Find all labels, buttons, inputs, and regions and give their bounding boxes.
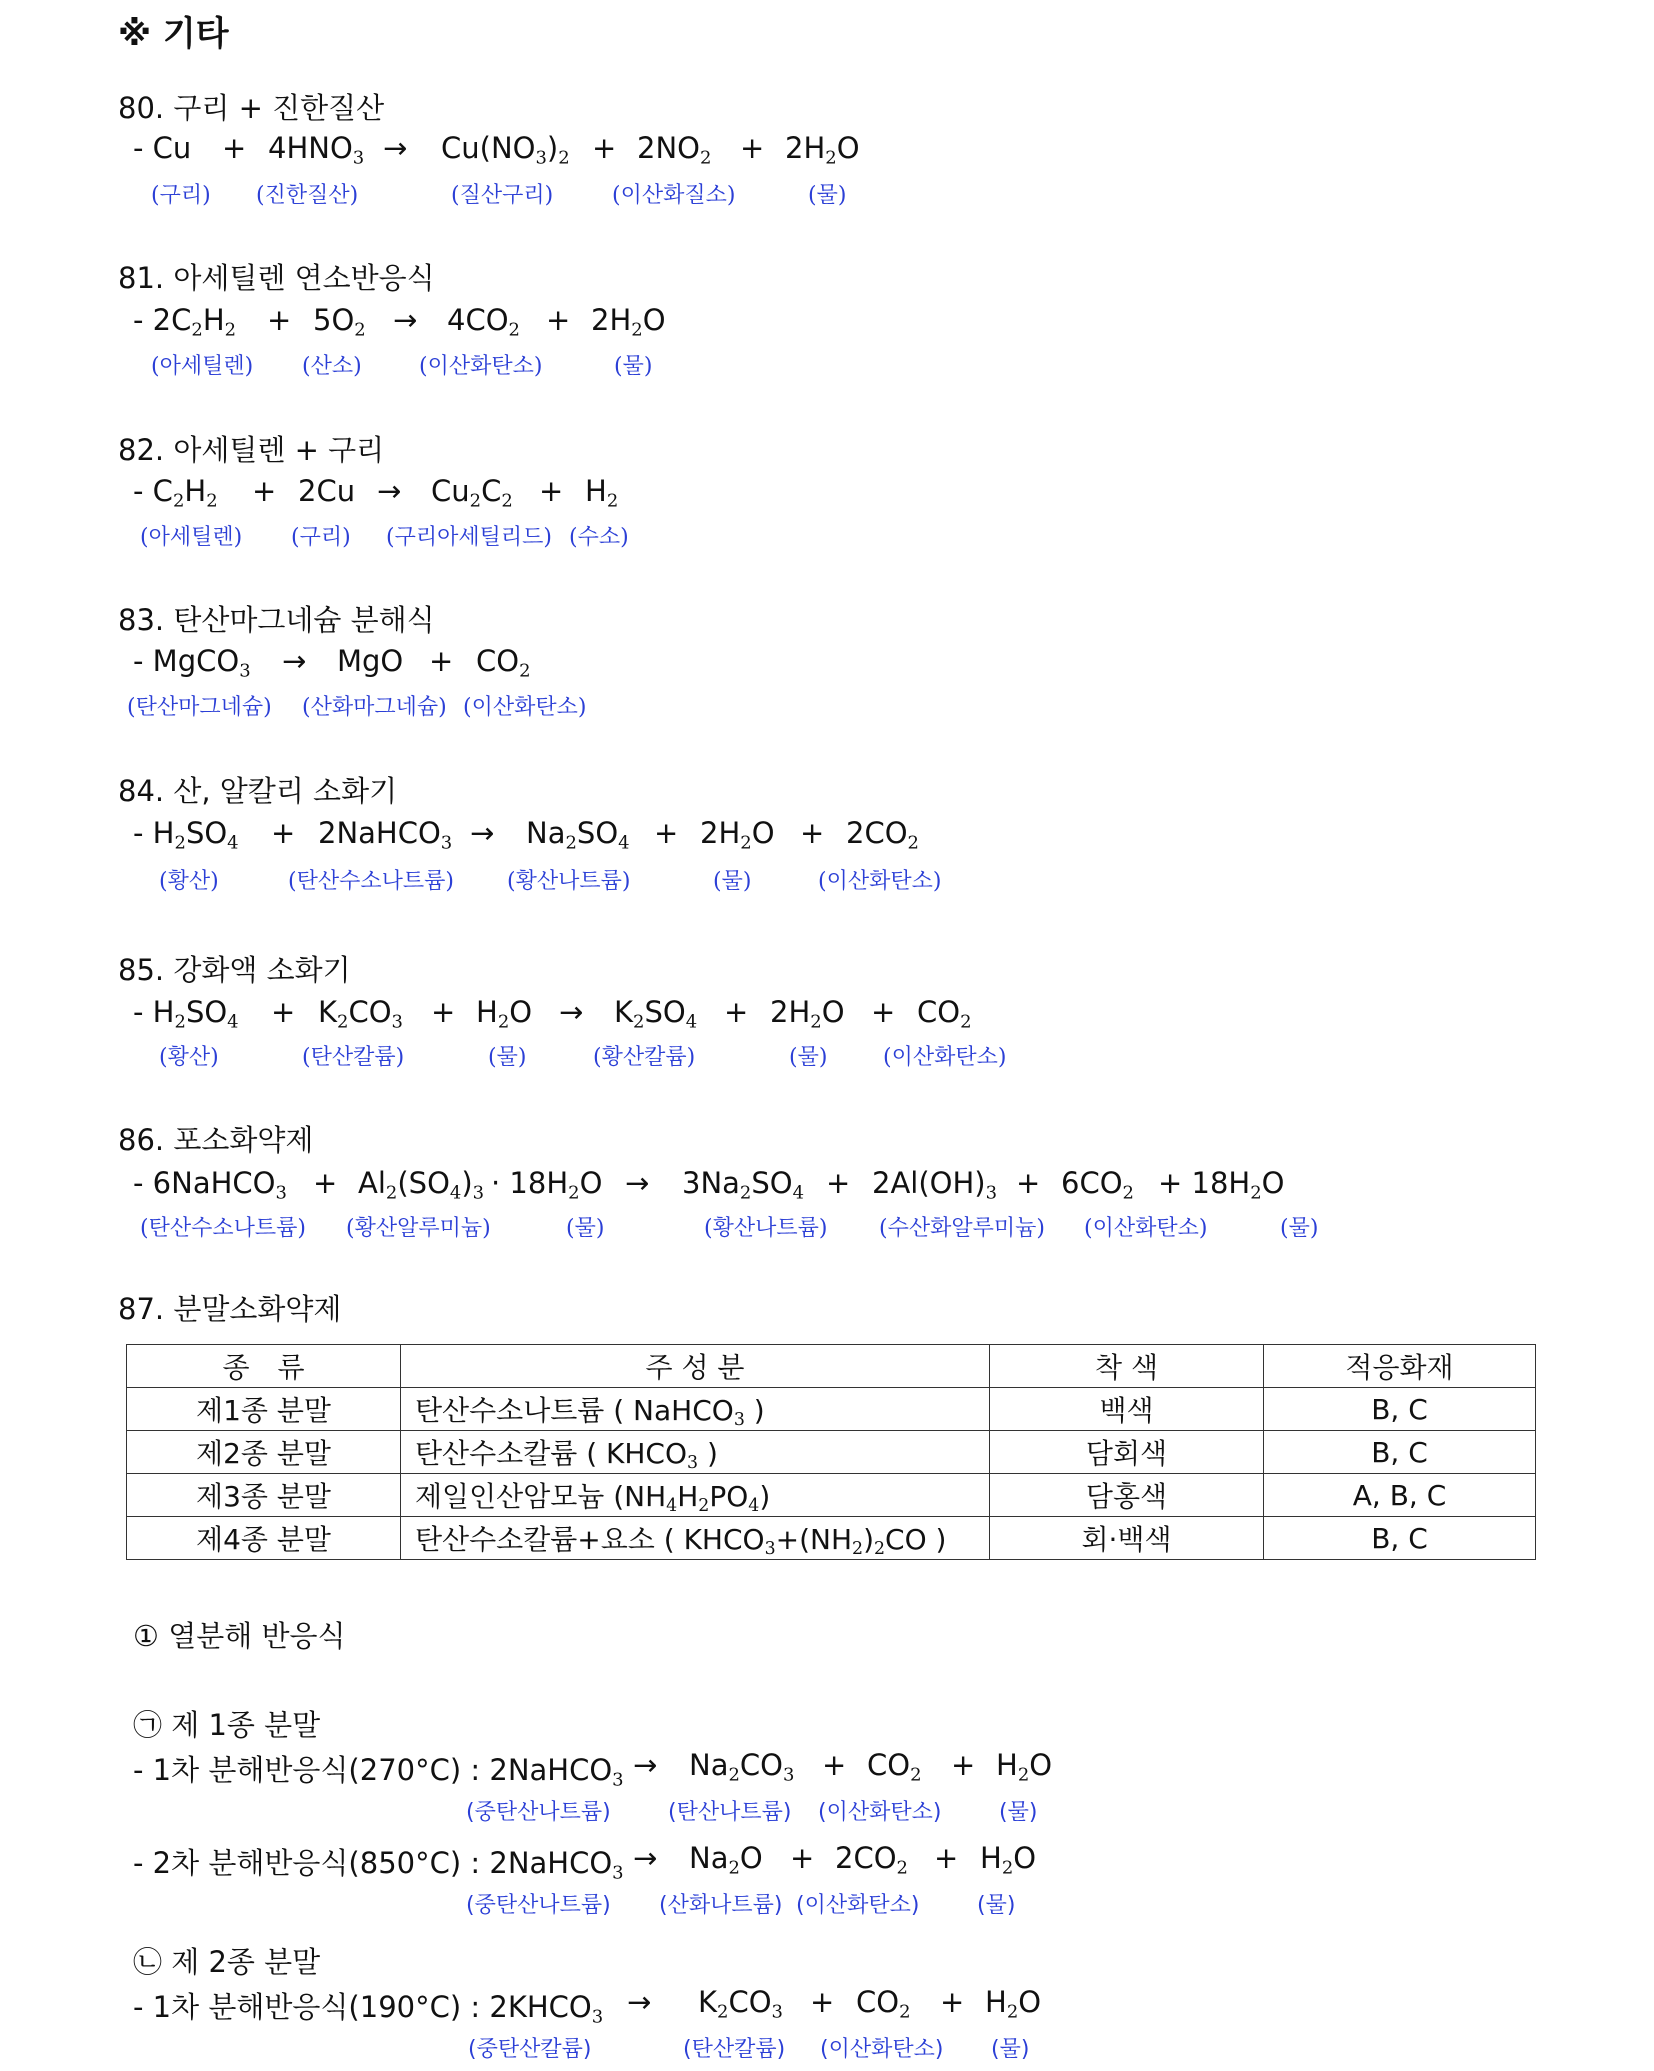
decomp-1-2-term: $2CO_2$: [835, 1841, 908, 1879]
equation-term: $CO_2$: [917, 995, 972, 1033]
section-heading: 85. 강화액 소화기: [118, 953, 351, 987]
page-title: ※ 기타: [118, 14, 229, 54]
cell-main: 탄산수소칼륨 ( $KHCO_3$ ): [401, 1431, 990, 1474]
equation-term: + $18H_2O$: [1158, 1166, 1285, 1204]
equation-label: (이산화탄소): [818, 869, 942, 894]
decomp-1-2-term: +: [790, 1841, 815, 1875]
equation-term: $H_2$: [585, 474, 619, 512]
cell-kind: 제4종 분말: [127, 1517, 401, 1560]
cell-main: 제일인산암모늄 $(NH_4H_2PO_4)$: [401, 1474, 990, 1517]
equation-label: (황산): [159, 869, 219, 894]
equation-term: $2H_2O$: [591, 303, 666, 341]
equation-term: +: [546, 303, 571, 337]
cell-color: 백색: [990, 1388, 1264, 1431]
equation-label: (질산구리): [451, 183, 554, 208]
equation-term: MgO: [337, 644, 404, 678]
decomp-1-2-label: (산화나트륨): [659, 1893, 783, 1918]
equation-term: +: [271, 995, 296, 1029]
equation-term: $K_2SO_4$: [614, 995, 698, 1033]
equation-term: +: [826, 1166, 851, 1200]
cell-fire: B, C: [1264, 1388, 1536, 1431]
equation-label: (황산칼륨): [593, 1045, 696, 1070]
decomp-1-2-label: (이산화탄소): [796, 1893, 920, 1918]
decomp-1-2-label: (중탄산나트륨): [466, 1893, 611, 1918]
equation-term: →: [393, 303, 418, 337]
equation-term: +: [222, 131, 247, 165]
section-heading: 81. 아세틸렌 연소반응식: [118, 261, 435, 295]
equation-term: $2CO_2$: [846, 816, 919, 854]
table-row: [127, 1431, 1536, 1474]
equation-label: (수산화알루미늄): [879, 1216, 1045, 1241]
equation-label: (이산화탄소): [883, 1045, 1007, 1070]
equation-term: →: [470, 816, 495, 850]
section-heading: 83. 탄산마그네슘 분해식: [118, 603, 435, 637]
section-heading: 86. 포소화약제: [118, 1123, 314, 1157]
equation-label: (탄산칼륨): [302, 1045, 405, 1070]
equation-label: (황산알루미늄): [346, 1216, 491, 1241]
equation-term: +: [539, 474, 564, 508]
cell-main: 탄산수소나트륨 ( NaHCO$_3$ ): [401, 1388, 990, 1431]
decomp-1-1-label: (물): [999, 1800, 1038, 1825]
equation-term: - MgCO$_3$: [133, 644, 251, 682]
decomp-1-1-label: (이산화탄소): [818, 1800, 942, 1825]
equation-label: (구리아세틸리드): [386, 525, 552, 550]
equation-label: (물): [614, 354, 653, 379]
table-row: [127, 1388, 1536, 1431]
equation-label: (구리): [291, 525, 351, 550]
equation-label: (물): [808, 183, 847, 208]
equation-term: $4HNO_3$: [268, 131, 365, 169]
equation-term: +: [800, 816, 825, 850]
equation-term: +: [871, 995, 896, 1029]
cell-fire: B, C: [1264, 1431, 1536, 1474]
equation-label: (탄산수소나트륨): [288, 869, 454, 894]
table-row: [127, 1517, 1536, 1560]
section-heading: 82. 아세틸렌 + 구리: [118, 433, 385, 467]
equation-label: (황산): [159, 1045, 219, 1070]
decomp-2-1-term: $CO_2$: [856, 1985, 911, 2023]
cell-fire: B, C: [1264, 1517, 1536, 1560]
equation-term: - Cu: [133, 131, 192, 165]
equation-label: (진한질산): [256, 183, 359, 208]
equation-label: (황산나트륨): [704, 1216, 828, 1241]
decomp-2-1-label: (중탄산칼륨): [468, 2037, 592, 2062]
equation-term: $5O_2$: [313, 303, 366, 341]
decomp-1-1-term: +: [951, 1748, 976, 1782]
decomp-2-1-term: - 1차 분해반응식(190°C) : $2KHCO_3$: [133, 1990, 604, 2028]
decomp-2-1-term: +: [810, 1985, 835, 2019]
equation-term: $2H_2O$: [700, 816, 775, 854]
decomp-1-2-term: $Na_2O$: [689, 1841, 763, 1879]
equation-term: - $C_2H_2$: [133, 474, 218, 512]
decomp-2-1-label: (탄산칼륨): [683, 2037, 786, 2062]
equation-term: +: [1016, 1166, 1041, 1200]
equation-term: $CO_2$: [476, 644, 531, 682]
equation-term: - $H_2SO_4$: [133, 816, 239, 854]
equation-label: (산화마그네슘): [302, 695, 447, 720]
equation-label: (이산화탄소): [419, 354, 543, 379]
equation-label: (물): [488, 1045, 527, 1070]
equation-term: +: [724, 995, 749, 1029]
equation-label: (이산화탄소): [1084, 1216, 1208, 1241]
powder-table: [126, 1344, 1536, 1560]
equation-label: (아세틸렌): [151, 354, 254, 379]
equation-term: →: [625, 1166, 650, 1200]
equation-label: (황산나트륨): [507, 869, 631, 894]
decomp-1-1-term: - 1차 분해반응식(270°C) : 2NaHCO$_3$: [133, 1753, 624, 1791]
decomp-1-2-term: - 2차 분해반응식(850°C) : 2NaHCO$_3$: [133, 1846, 624, 1884]
equation-term: →: [559, 995, 584, 1029]
heading-87: 87. 분말소화약제: [118, 1292, 342, 1326]
decomp-1-1-term: +: [822, 1748, 847, 1782]
equation-label: (이산화질소): [612, 183, 736, 208]
section-heading: 84. 산, 알칼리 소화기: [118, 774, 398, 808]
equation-term: $Cu_2C_2$: [431, 474, 513, 512]
equation-term: $2Al(OH)_3$: [872, 1166, 998, 1204]
table-row: [127, 1474, 1536, 1517]
equation-term: +: [740, 131, 765, 165]
decomp-1-1-term: $CO_2$: [867, 1748, 922, 1786]
decomp-2-1-label: (이산화탄소): [820, 2037, 944, 2062]
header-fire: 적응화재: [1264, 1345, 1536, 1388]
equation-label: (산소): [302, 354, 362, 379]
decomp-1-2-term: $H_2O$: [980, 1841, 1037, 1879]
decomp-1-1-label: (탄산나트륨): [668, 1800, 792, 1825]
equation-term: $2H_2O$: [785, 131, 860, 169]
equation-term: $Na_2SO_4$: [526, 816, 630, 854]
decomp-1-1-term: $H_2O$: [996, 1748, 1053, 1786]
equation-term: $H_2O$: [476, 995, 533, 1033]
equation-term: $3Na_2SO_4$: [682, 1166, 805, 1204]
decomp-2-1-term: +: [940, 1985, 965, 2019]
decomp-1-1-term: →: [633, 1748, 658, 1782]
header-kind: 종 류: [127, 1345, 401, 1388]
equation-term: - 6NaHCO$_3$: [133, 1166, 287, 1204]
cell-main: 탄산수소칼륨+요소 ( $KHCO_3+(NH_2)_2CO$ ): [401, 1517, 990, 1560]
decomp-1-2-term: +: [934, 1841, 959, 1875]
equation-term: 2Cu: [298, 474, 356, 508]
equation-term: →: [383, 131, 408, 165]
equation-term: +: [431, 995, 456, 1029]
equation-term: +: [654, 816, 679, 850]
equation-label: (물): [566, 1216, 605, 1241]
equation-term: +: [271, 816, 296, 850]
equation-term: $Al_2(SO_4)_3$: [358, 1166, 485, 1204]
equation-term: →: [377, 474, 402, 508]
decomp-2-1-term: →: [627, 1985, 652, 2019]
decomp-1-1-label: (중탄산나트륨): [466, 1800, 611, 1825]
equation-term: 2NaHCO$_3$: [318, 816, 453, 854]
heading-type1: ㉠ 제 1종 분말: [133, 1708, 321, 1742]
equation-term: +: [313, 1166, 338, 1200]
cell-color: 담회색: [990, 1431, 1264, 1474]
table-header-row: [127, 1345, 1536, 1388]
cell-color: 회·백색: [990, 1517, 1264, 1560]
cell-kind: 제2종 분말: [127, 1431, 401, 1474]
equation-term: +: [252, 474, 277, 508]
equation-term: - $2C_2H_2$: [133, 303, 237, 341]
heading-type2: ㉡ 제 2종 분말: [133, 1945, 321, 1979]
header-main: 주 성 분: [401, 1345, 990, 1388]
decomp-1-1-term: $Na_2CO_3$: [689, 1748, 795, 1786]
equation-label: (구리): [151, 183, 211, 208]
cell-color: 담홍색: [990, 1474, 1264, 1517]
equation-label: (탄산수소나트륨): [140, 1216, 306, 1241]
equation-term: +: [592, 131, 617, 165]
equation-label: (물): [713, 869, 752, 894]
decomp-1-2-term: →: [633, 1841, 658, 1875]
equation-label: (아세틸렌): [140, 525, 243, 550]
decomp-2-1-term: $K_2CO_3$: [698, 1985, 783, 2023]
equation-term: $6CO_2$: [1061, 1166, 1134, 1204]
equation-term: $2H_2O$: [770, 995, 845, 1033]
equation-term: $4CO_2$: [447, 303, 520, 341]
decomp-2-1-term: $H_2O$: [985, 1985, 1042, 2023]
subheading-decomposition: ① 열분해 반응식: [133, 1619, 346, 1653]
equation-term: →: [282, 644, 307, 678]
equation-label: (물): [1280, 1216, 1319, 1241]
equation-term: +: [429, 644, 454, 678]
decomp-1-2-label: (물): [977, 1893, 1016, 1918]
equation-term: $Cu(NO_3)_2$: [441, 131, 570, 169]
decomp-2-1-label: (물): [991, 2037, 1030, 2062]
equation-label: (이산화탄소): [463, 695, 587, 720]
section-heading: 80. 구리 + 진한질산: [118, 91, 385, 125]
equation-term: +: [267, 303, 292, 337]
equation-term: - $H_2SO_4$: [133, 995, 239, 1033]
cell-kind: 제3종 분말: [127, 1474, 401, 1517]
cell-kind: 제1종 분말: [127, 1388, 401, 1431]
cell-fire: A, B, C: [1264, 1474, 1536, 1517]
equation-term: $K_2CO_3$: [318, 995, 403, 1033]
equation-label: (수소): [569, 525, 629, 550]
equation-label: (물): [789, 1045, 828, 1070]
equation-term: · $18H_2O$: [491, 1166, 603, 1204]
equation-label: (탄산마그네슘): [127, 695, 272, 720]
equation-term: $2NO_2$: [637, 131, 712, 169]
header-color: 착 색: [990, 1345, 1264, 1388]
